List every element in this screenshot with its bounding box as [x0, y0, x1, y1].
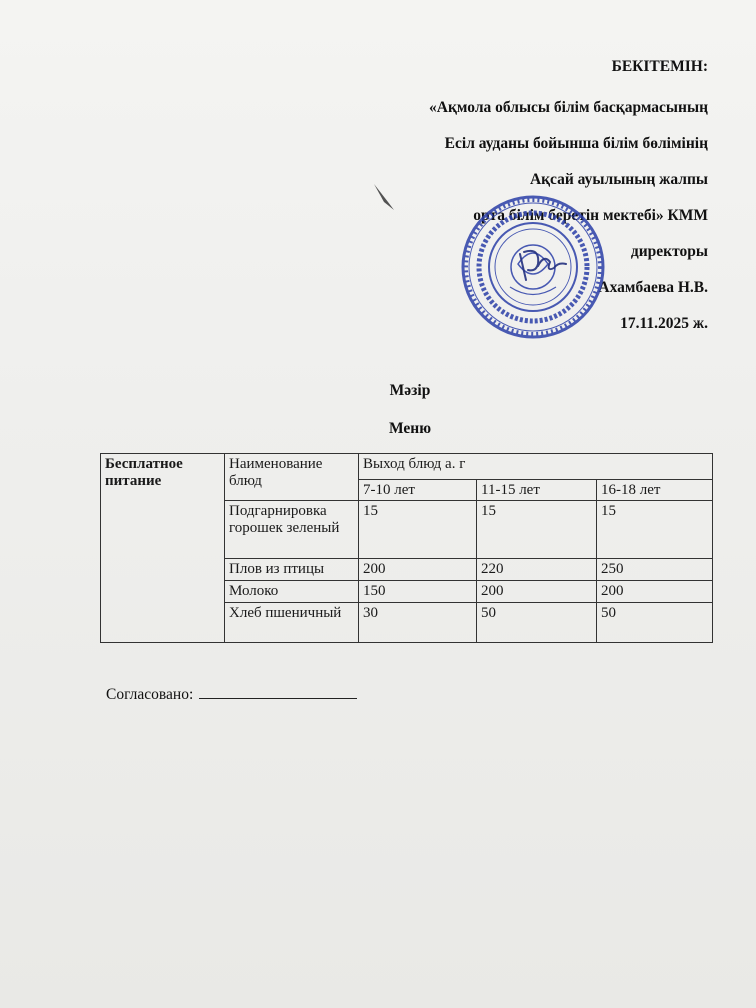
signature-label: Согласовано:	[106, 686, 194, 703]
value-cell: 50	[477, 603, 597, 643]
title-russian: Меню	[388, 420, 432, 437]
official-seal-icon	[458, 192, 608, 342]
approval-line: «Ақмола облысы білім басқармасының	[429, 99, 708, 116]
dish-cell: Хлеб пшеничный	[225, 603, 359, 643]
age-group-cell: 16-18 лет	[597, 480, 713, 501]
value-cell: 200	[477, 581, 597, 603]
value-cell: 15	[597, 501, 713, 559]
signature-blank	[199, 684, 357, 699]
value-cell: 200	[597, 581, 713, 603]
value-cell: 15	[359, 501, 477, 559]
dish-cell: Молоко	[225, 581, 359, 603]
value-cell: 30	[359, 603, 477, 643]
value-cell: 150	[359, 581, 477, 603]
approval-heading: БЕКІТЕМІН:	[611, 58, 708, 75]
age-group-cell: 7-10 лет	[359, 480, 477, 501]
table-header-row	[101, 454, 713, 480]
approval-director-name: Ахамбаева Н.В.	[598, 279, 708, 296]
menu-table	[100, 453, 713, 643]
dish-cell: Подгарнировка горошек зеленый	[225, 501, 359, 559]
approval-line: Ақсай ауылының жалпы	[529, 171, 708, 188]
approval-line: Есіл ауданы бойынша білім бөлімінің	[444, 135, 708, 152]
signature-line	[106, 684, 357, 704]
title-kazakh: Мәзір	[389, 382, 431, 399]
dish-header-cell: Наименование блюд	[225, 454, 359, 501]
dish-cell: Плов из птицы	[225, 559, 359, 581]
category-cell: Бесплатное питание	[101, 454, 225, 643]
pen-mark-icon	[368, 180, 408, 220]
value-cell: 200	[359, 559, 477, 581]
value-cell: 220	[477, 559, 597, 581]
approval-date: 17.11.2025 ж.	[620, 315, 708, 332]
approval-line: директоры	[630, 243, 708, 260]
age-group-cell: 11-15 лет	[477, 480, 597, 501]
value-cell: 250	[597, 559, 713, 581]
approval-line: орта білім беретін мектебі» КММ	[473, 207, 708, 224]
value-cell: 50	[597, 603, 713, 643]
output-header-cell: Выход блюд а. г	[359, 454, 713, 480]
value-cell: 15	[477, 501, 597, 559]
